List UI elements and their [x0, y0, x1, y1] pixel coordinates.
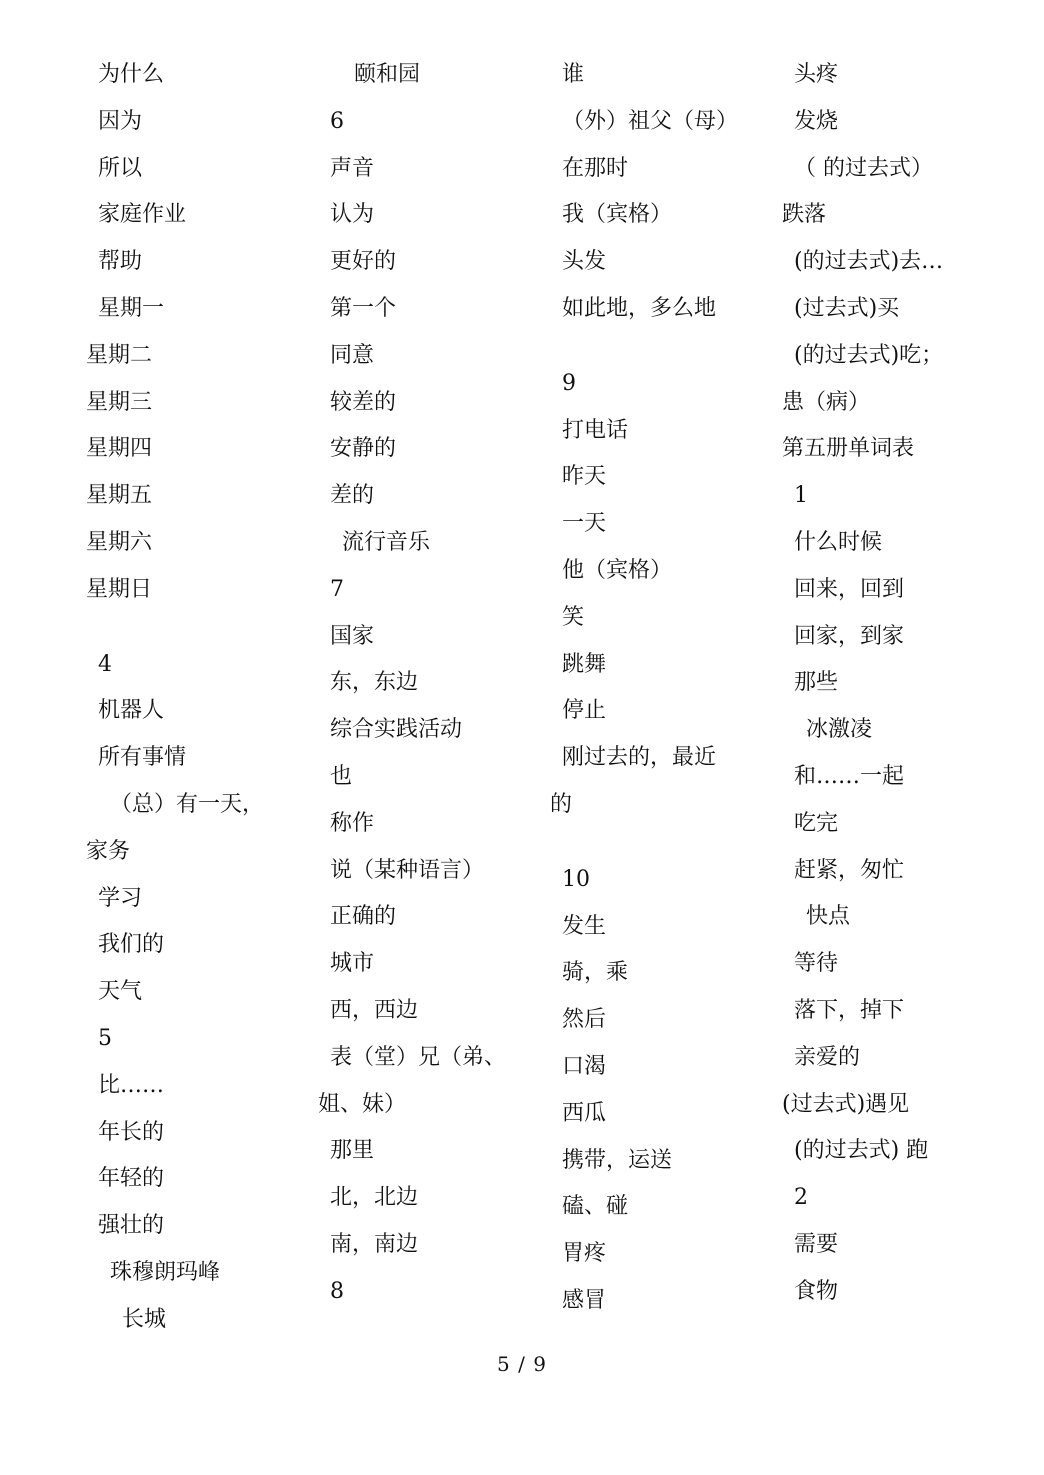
vocab-entry: 强壮的 [98, 1213, 165, 1239]
vocab-entry: 8 [330, 1278, 344, 1304]
vocab-entry: 南，南边 [330, 1231, 419, 1257]
vocab-entry: 称作 [330, 810, 375, 836]
vocab-entry: 流行音乐 [342, 529, 431, 555]
vocab-entry: 吃完 [794, 810, 839, 836]
vocab-entry: （ 的过去式） [794, 155, 933, 181]
vocab-entry: 7 [330, 576, 344, 602]
vocab-entry: 赶紧，匆忙 [794, 857, 905, 883]
vocab-entry: (的过去式) 跑 [794, 1138, 929, 1164]
vocab-entry: 亲爱的 [794, 1044, 861, 1070]
word-column-3 [550, 52, 770, 1325]
vocab-entry: 因为 [98, 108, 143, 134]
vocab-entry: 发生 [562, 913, 607, 939]
vocab-entry: 国家 [330, 623, 375, 649]
vocab-entry: 胃疼 [562, 1241, 607, 1267]
vocab-entry: 回来，回到 [794, 576, 905, 602]
vocab-entry: (过去式)遇见 [782, 1091, 910, 1117]
vocab-entry: 谁 [562, 62, 585, 87]
vocab-entry: 等待 [794, 951, 839, 977]
word-column-1 [86, 52, 306, 1344]
vocab-entry: 他（宾格） [562, 557, 673, 583]
vocab-entry: 为什么 [98, 62, 165, 87]
vocab-entry: 那些 [794, 670, 839, 696]
vocab-entry: 较差的 [330, 389, 397, 415]
vocab-entry: 西，西边 [330, 997, 419, 1023]
vocab-entry: 刚过去的，最近 [562, 745, 717, 771]
vocab-entry: 表（堂）兄（弟、 [330, 1044, 507, 1070]
page-number: 5 / 9 [497, 1352, 547, 1376]
vocab-entry: 长城 [122, 1306, 167, 1332]
vocab-entry: 患（病） [782, 389, 871, 415]
vocab-entry: 帮助 [98, 249, 143, 275]
vocab-entry: 的 [550, 791, 573, 817]
vocab-entry: 冰激凌 [806, 717, 873, 743]
vocab-entry: 机器人 [98, 698, 165, 724]
vocab-entry: 落下，掉下 [794, 997, 905, 1023]
vocab-entry: 需要 [794, 1231, 839, 1257]
vocab-entry: 年轻的 [98, 1166, 165, 1192]
vocab-entry: 5 [98, 1025, 112, 1051]
vocab-entry: 跳舞 [562, 651, 607, 677]
vocab-entry: 打电话 [562, 417, 629, 443]
vocab-entry: 家务 [86, 838, 131, 864]
vocab-entry: 快点 [806, 904, 851, 930]
vocab-entry: 我（宾格） [562, 202, 673, 228]
vocab-entry: 珠穆朗玛峰 [110, 1259, 221, 1285]
vocab-entry: 年长的 [98, 1119, 165, 1145]
vocab-entry: 然后 [562, 1007, 607, 1033]
vocab-entry: (的过去式)去… [794, 249, 944, 275]
vocab-entry: 所以 [98, 155, 143, 181]
vocab-entry: 10 [562, 866, 590, 892]
vocab-entry: 磕、碰 [562, 1194, 629, 1220]
vocab-entry: 停止 [562, 698, 607, 724]
vocab-entry: 那里 [330, 1138, 375, 1164]
vocab-entry: 如此地，多么地 [562, 295, 717, 321]
vocab-entry: 星期六 [86, 529, 153, 555]
vocab-entry: 说（某种语言） [330, 857, 485, 883]
vocab-entry: 认为 [330, 202, 375, 228]
vocab-entry: 在那时 [562, 155, 629, 181]
vocab-entry: 第五册单词表 [782, 436, 915, 462]
vocab-entry: 安静的 [330, 436, 397, 462]
vocab-entry: 正确的 [330, 904, 397, 930]
vocab-entry: 更好的 [330, 249, 397, 275]
vocab-entry: 1 [794, 483, 808, 509]
section-gap [86, 614, 306, 642]
vocab-entry: 9 [562, 370, 576, 396]
word-column-4 [782, 52, 1022, 1316]
vocab-entry: (过去式)买 [794, 295, 900, 321]
vocab-entry: 笑 [562, 604, 585, 630]
vocab-entry: 骑，乘 [562, 960, 629, 986]
vocab-entry: 食物 [794, 1278, 839, 1304]
vocab-entry: 一天 [562, 511, 607, 537]
vocab-entry: 我们的 [98, 932, 165, 958]
vocab-entry: 感冒 [562, 1287, 607, 1313]
vocab-entry: 携带，运送 [562, 1147, 673, 1173]
section-gap [550, 829, 770, 857]
vocab-entry: 星期四 [86, 436, 153, 462]
vocab-entry: 天气 [98, 979, 143, 1005]
vocab-entry: 姐、妹） [318, 1091, 407, 1117]
vocab-entry: 比…… [98, 1072, 165, 1098]
vocab-entry: 西瓜 [562, 1100, 607, 1126]
vocab-entry: （总）有一天， [110, 791, 265, 817]
vocab-entry: 也 [330, 763, 353, 789]
section-gap [550, 333, 770, 361]
vocab-entry: 和……一起 [794, 763, 905, 789]
vocab-entry: 星期一 [98, 295, 165, 321]
word-column-2 [318, 52, 543, 1316]
vocab-entry: 什么时候 [794, 529, 883, 555]
vocab-entry: 回家，到家 [794, 623, 905, 649]
vocab-entry: 6 [330, 108, 344, 134]
vocab-entry: 东，东边 [330, 670, 419, 696]
vocab-entry: 星期日 [86, 576, 153, 602]
vocab-entry: 学习 [98, 885, 143, 911]
vocab-entry: 头发 [562, 249, 607, 275]
vocab-entry: 差的 [330, 483, 375, 509]
vocab-entry: 所有事情 [98, 745, 187, 771]
vocab-entry: 4 [98, 651, 112, 677]
vocab-entry: 城市 [330, 951, 375, 977]
vocab-entry: 头疼 [794, 62, 839, 87]
vocab-entry: （外）祖父（母） [562, 108, 739, 134]
vocab-entry: 星期五 [86, 483, 153, 509]
vocab-entry: 昨天 [562, 464, 607, 490]
vocab-entry: 北，北边 [330, 1185, 419, 1211]
vocab-entry: 跌落 [782, 202, 827, 228]
vocab-entry: 2 [794, 1185, 808, 1211]
vocab-entry: 声音 [330, 155, 375, 181]
vocab-entry: 同意 [330, 342, 375, 368]
vocab-entry: 星期三 [86, 389, 153, 415]
vocab-entry: 综合实践活动 [330, 717, 463, 743]
vocab-entry: 家庭作业 [98, 202, 187, 228]
vocab-entry: 颐和园 [354, 62, 421, 87]
vocab-entry: 第一个 [330, 295, 397, 321]
vocab-entry: 发烧 [794, 108, 839, 134]
vocab-entry: 口渴 [562, 1053, 607, 1079]
vocab-entry: (的过去式)吃； [794, 342, 944, 368]
vocab-entry: 星期二 [86, 342, 153, 368]
